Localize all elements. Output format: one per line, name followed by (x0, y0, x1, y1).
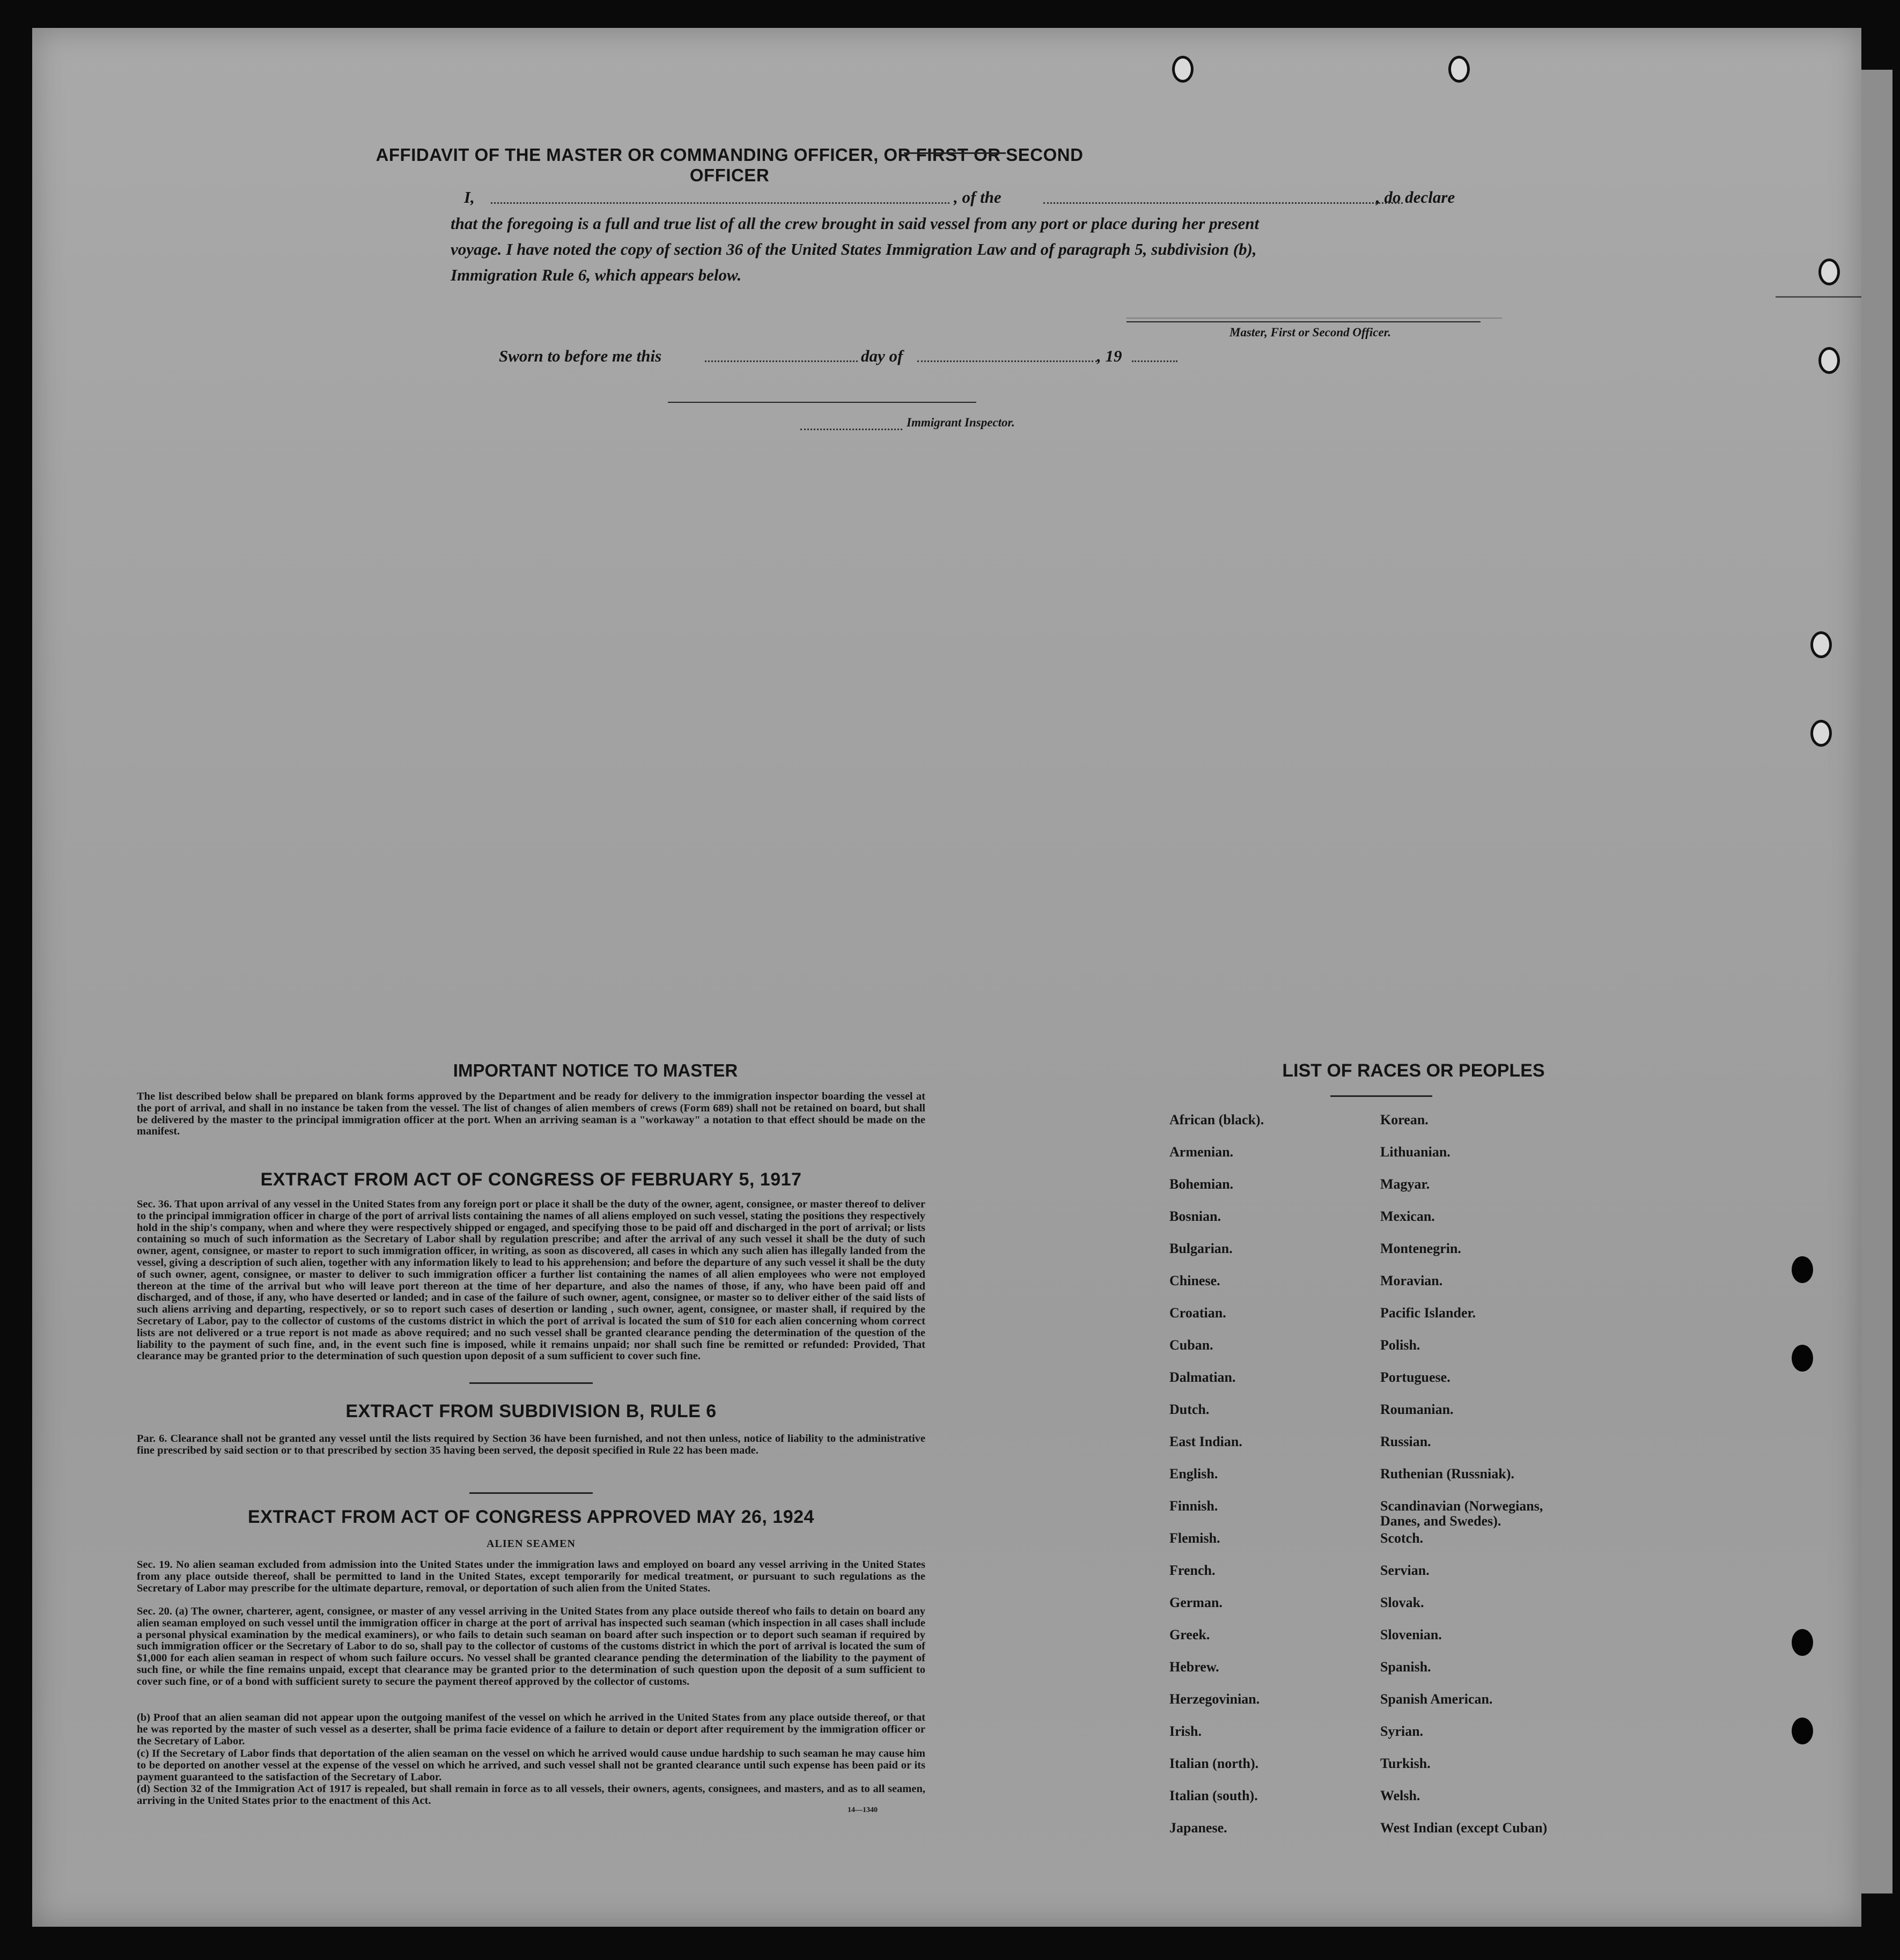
day-of-text: day of (861, 347, 903, 365)
affidavit-line-4: Immigration Rule 6, which appears below. (451, 266, 742, 284)
divider (469, 1382, 593, 1384)
punch-hole (1810, 631, 1832, 658)
race-right-item: Pacific Islander. (1380, 1305, 1476, 1321)
race-right-item: Portuguese. (1380, 1369, 1450, 1385)
race-left-item: Hebrew. (1169, 1659, 1219, 1675)
extract-1917-text: Sec. 36. That upon arrival of any vessel in the United States from any foreign port or place it shall be the duty of the owner, agent, consignee, or master thereof to deliver to the principal immigration officer in charge of the port of arrival lists containing the names of all aliens employed on such vessel, stating the positions they respectively hold in the ship's company, when and where they were respectively shipped or engaged, and specifying those to be paid off and discharged in the port of arrival; or lists containing so much of such information as the Secretary of Labor shall by regulation prescribe; and after the arrival of any such vessel it shall be the duty of such owner, agent, consignee, or master to report to such immigration officer, in writing, as soon as discovered, all cases in which any such alien has illegally landed from the vessel, giving a description of such alien, together with any information likely to lead to his apprehension; and before the departure of any such vessel it shall be the duty of such owner, agent, consignee, or master to deliver to such immigration officer a further list containing the names of all alien employees who were not employed thereon at the time of the arrival but who will leave port thereon at the time of her departure, and also the names of those, if any, who have been paid off and discharged, and of those, if any, who have deserted or landed; and in case of the failure of such owner, agent, consignee, or master so to deliver either of the said lists of such aliens arriving and departing, respectively, or so to report such cases of desertion or landing , such owner, agent, consignee, or master shall, if required by the Secretary of Labor, pay to the collector of customs of the customs district in which the port of arrival is located the sum of $10 for each alien concerning whom correct lists are not delivered or a true report is not made as above required; and no such vessel shall be granted clearance pending the determination of the question of the liability to the payment of such fine, and, in the event such fine is imposed, while it remains unpaid; nor shall such fine be remitted or refunded: Provided, That clearance may be granted prior to the determination of such question upon deposit of a sum sufficient to cover such fine. (137, 1198, 925, 1362)
race-left-item: Chinese. (1169, 1273, 1220, 1288)
race-left-item: Bosnian. (1169, 1209, 1221, 1224)
race-left-item: Croatian. (1169, 1305, 1226, 1321)
race-right-item: Servian. (1380, 1563, 1430, 1578)
extract-1917-title: EXTRACT FROM ACT OF CONGRESS OF FEBRUARY 5, 1917 (260, 1169, 802, 1190)
race-right-item: Syrian. (1380, 1723, 1424, 1739)
form-sheet (32, 28, 1861, 1927)
punch-hole (1818, 259, 1840, 285)
race-right-item: West Indian (except Cuban) (1380, 1820, 1548, 1836)
race-left-item: English. (1169, 1466, 1218, 1482)
race-left-item: Italian (north). (1169, 1756, 1259, 1771)
sec20d-text: (d) Section 32 of the Immigration Act of 1917 is repealed, but shall remain in force as to all vessels, their owners, agents, consignees, and masters, and as to all seamen, arriving in the United States prior to the enactment of this Act. (137, 1783, 925, 1807)
sec19-text: Sec. 19. No alien seaman excluded from admission into the United States under the immigration laws and employed on board any vessel arriving in the United States from any place outside thereof, shall be permitted to land in the United States, except temporarily for medical treatment, or pursuant to such regulations as the Secretary of Labor may prescribe for the ultimate departure, removal, or deportation of such alien from the United States. (137, 1559, 925, 1594)
race-right-item: Moravian. (1380, 1273, 1443, 1288)
rule6-title: EXTRACT FROM SUBDIVISION B, RULE 6 (345, 1401, 717, 1421)
signature-label: Master, First or Second Officer. (1229, 326, 1391, 339)
races-title: LIST OF RACES OR PEOPLES (1282, 1060, 1545, 1081)
race-right-item: Scandinavian (Norwegians, (1380, 1498, 1543, 1514)
race-left-item: Irish. (1169, 1723, 1202, 1739)
race-right-item: Danes, and Swedes). (1380, 1513, 1501, 1529)
month-blank (917, 360, 1097, 362)
sec20b-text: (b) Proof that an alien seaman did not appear upon the outgoing manifest of the vessel on which he arrived in the United States from any place outside thereof, or that he was reported by the master of such vessel as a deserter, shall be prima facie evidence of a failure to detain or deport after requirement by the immigration officer or the Secretary of Labor. (137, 1712, 925, 1747)
year-text: , 19 (1097, 347, 1122, 365)
divider (469, 1492, 593, 1494)
race-left-item: French. (1169, 1563, 1216, 1578)
inspector-label: Immigrant Inspector. (907, 416, 1015, 429)
race-left-item: Bohemian. (1169, 1176, 1234, 1192)
notice-text: The list described below shall be prepared on blank forms approved by the Department and be ready for delivery to the immigration inspector boarding the vessel at the port of arrival, and shall in no instance be taken from the vessel. The list of changes of alien members of crews (Form 689) shall not be retained on board, but shall be delivered by the master to the principal immigration officer at the port. When an arriving seaman is a "workaway" a notation to that effect should be made on the manifest. (137, 1090, 925, 1138)
race-left-item: Italian (south). (1169, 1788, 1258, 1803)
race-right-item: Russian. (1380, 1434, 1431, 1449)
races-title-underline (1330, 1095, 1432, 1097)
inspector-dots (800, 429, 902, 430)
punch-hole (1792, 1345, 1813, 1372)
ghost-line (1126, 318, 1502, 319)
race-right-item: Scotch. (1380, 1530, 1424, 1546)
punch-hole (1810, 720, 1832, 747)
race-right-item: Ruthenian (Russniak). (1380, 1466, 1514, 1482)
race-left-item: German. (1169, 1595, 1223, 1610)
notice-title: IMPORTANT NOTICE TO MASTER (453, 1060, 738, 1080)
race-left-item: Dutch. (1169, 1402, 1210, 1417)
race-left-item: East Indian. (1169, 1434, 1242, 1449)
affidavit-i: I, (464, 188, 475, 207)
sec20a-text: Sec. 20. (a) The owner, charterer, agent, consignee, or master of any vessel arriving in the United States from any place outside thereof who fails to detain on board any alien seaman employed on such vessel until the immigration officer in charge at the port of arrival has inspected such seaman (which inspection in all cases shall include a personal physical examination by the medical examiners), or who fails to detain such seaman on board after such inspection or to deport such seaman if required by such immigration officer or the Secretary of Labor to do so, shall pay to the collector of customs of the customs district in which the port of arrival is located the sum of $1,000 for each alien seaman in respect of whom such failure occurs. No vessel shall be granted clearance pending the determination of the liability to the payment of such fine, or while the fine remains unpaid, except that clearance may be granted prior to the determination of such question upon the deposit of a sum sufficient to cover such fine, or of a bond with sufficient surety to secure the payment thereof approved by the collector of customs. (137, 1605, 925, 1688)
day-blank (705, 360, 858, 362)
form-number: 14—1340 (848, 1806, 878, 1814)
affidavit-title: AFFIDAVIT OF THE MASTER OR COMMANDING OFFICER, OR FIRST OR SECOND OFFICER (375, 145, 1084, 185)
race-right-item: Mexican. (1380, 1209, 1435, 1224)
signature-line (1126, 321, 1481, 322)
affidavit-do-declare: , do declare (1376, 188, 1455, 207)
race-right-item: Montenegrin. (1380, 1241, 1461, 1256)
race-left-item: Cuban. (1169, 1337, 1213, 1353)
punch-hole (1818, 347, 1840, 374)
name-blank (491, 202, 949, 204)
race-left-item: Dalmatian. (1169, 1369, 1236, 1385)
race-left-item: Flemish. (1169, 1530, 1220, 1546)
affidavit-line-2: that the foregoing is a full and true list of all the crew brought in said vessel from any port or place during her present (451, 214, 1260, 233)
race-right-item: Spanish American. (1380, 1691, 1493, 1707)
punch-hole (1448, 56, 1470, 83)
punch-hole (1792, 1718, 1813, 1744)
vessel-blank (1043, 202, 1403, 204)
race-right-item: Spanish. (1380, 1659, 1431, 1675)
ghost-line (1776, 296, 1861, 298)
alien-seamen-subtitle: ALIEN SEAMEN (487, 1538, 576, 1550)
extract-1924-title: EXTRACT FROM ACT OF CONGRESS APPROVED MAY 26, 1924 (248, 1507, 814, 1527)
sec20c-text: (c) If the Secretary of Labor finds that deportation of the alien seaman on the vessel on which he arrived would cause undue hardship to such seaman he may cause him to be deported on another vessel at the expense of the vessel on which he arrived, and such vessel shall not be granted clearance until such expense has been paid or its payment guaranteed to the satisfaction of the Secretary of Labor. (137, 1748, 925, 1783)
race-left-item: Armenian. (1169, 1144, 1234, 1160)
race-right-item: Roumanian. (1380, 1402, 1454, 1417)
affidavit-of-the: , of the (954, 188, 1001, 207)
affidavit-line-3: voyage. I have noted the copy of section 36 of the United States Immigration Law and of paragraph 5, subdivision (b), (451, 240, 1257, 259)
race-left-item: Greek. (1169, 1627, 1210, 1642)
title-underline (904, 152, 1006, 154)
sworn-text: Sworn to before me this (499, 347, 662, 365)
race-right-item: Turkish. (1380, 1756, 1431, 1771)
rule6-text: Par. 6. Clearance shall not be granted any vessel until the lists required by Section 36 have been furnished, and not then unless, notice of liability to the administrative fine prescribed by said section or to that prescribed by section 35 having been served, the deposit specified in Rule 22 has been made. (137, 1433, 925, 1456)
race-right-item: Lithuanian. (1380, 1144, 1450, 1160)
race-right-item: Slovak. (1380, 1595, 1424, 1610)
race-right-item: Korean. (1380, 1112, 1428, 1128)
race-right-item: Slovenian. (1380, 1627, 1442, 1642)
year-blank (1132, 360, 1177, 362)
punch-hole (1792, 1256, 1813, 1283)
race-left-item: Finnish. (1169, 1498, 1218, 1514)
race-left-item: Herzegovinian. (1169, 1691, 1260, 1707)
inspector-line (668, 402, 976, 403)
race-right-item: Magyar. (1380, 1176, 1430, 1192)
race-right-item: Welsh. (1380, 1788, 1420, 1803)
race-right-item: Polish. (1380, 1337, 1420, 1353)
race-left-item: African (black). (1169, 1112, 1264, 1128)
race-left-item: Bulgarian. (1169, 1241, 1233, 1256)
punch-hole (1172, 56, 1194, 83)
punch-hole (1792, 1629, 1813, 1656)
race-left-item: Japanese. (1169, 1820, 1227, 1836)
